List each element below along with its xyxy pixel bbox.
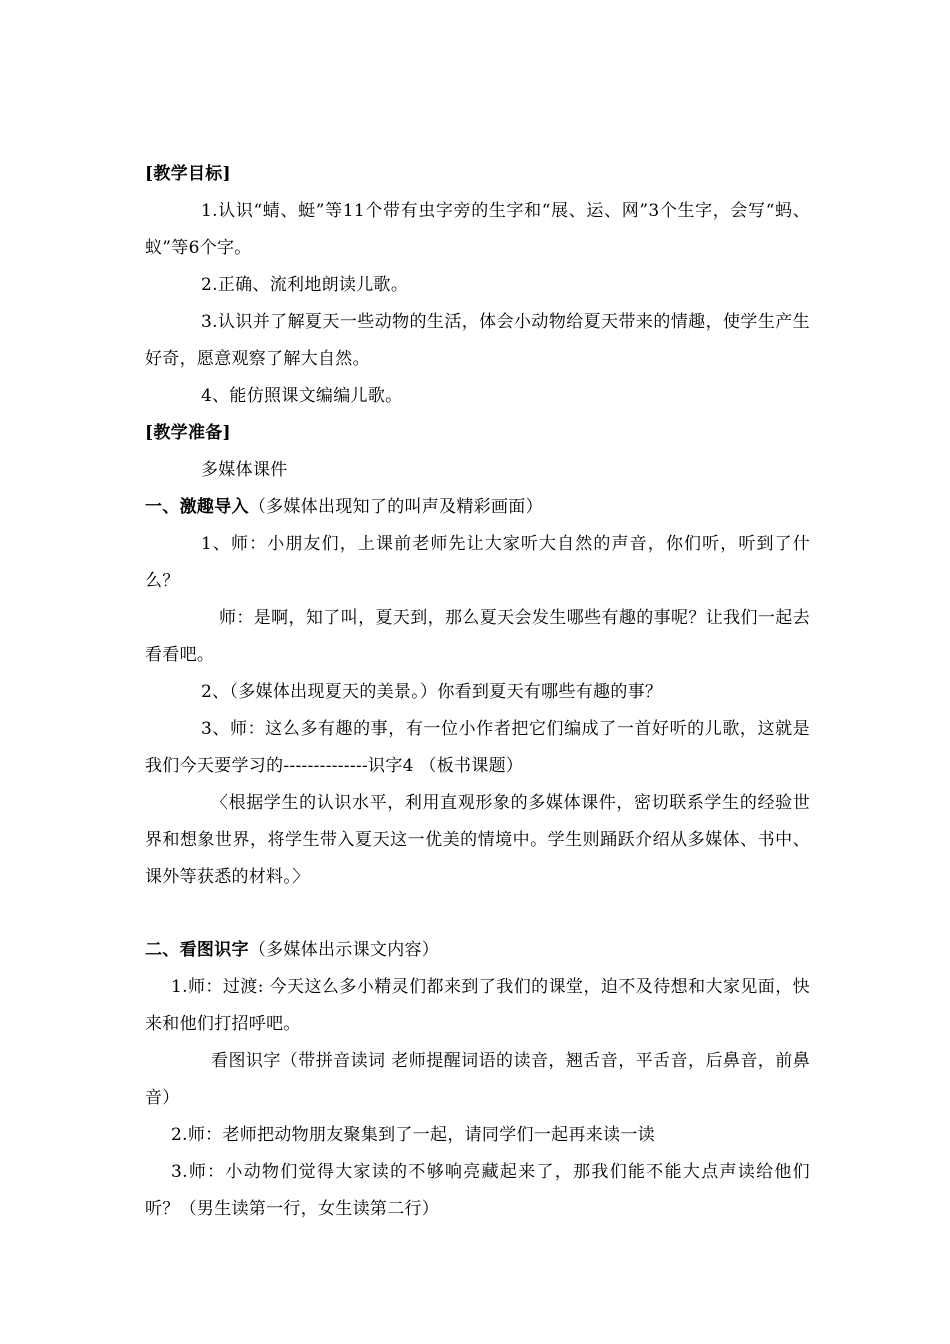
document-body: [145, 156, 810, 1228]
prep-heading: [教学准备]: [145, 423, 231, 443]
objective-4: 4、能仿照课文编编儿歌。: [201, 386, 403, 406]
part1-paragraph-4: 3、师：这么多有趣的事，有一位小作者把它们编成了一首好听的儿歌，这就是我们今天要学习的--------------识字4 （板书课题）: [145, 719, 810, 776]
objective-1: 1.认识“蜻、蜓”等11个带有虫字旁的生字和“展、运、网”3个生字，会写“蚂、蚁”等6个字。: [145, 201, 810, 258]
part2-heading: [145, 932, 810, 969]
objective-3: 3.认识并了解夏天一些动物的生活，体会小动物给夏天带来的情趣，使学生产生好奇，愿意观察了解大自然。: [145, 312, 810, 369]
section-spacer: [145, 896, 810, 932]
part2-paragraph-4: 3.师：小动物们觉得大家读的不够响亮藏起来了，那我们能不能大点声读给他们听？（男生读第一行，女生读第二行）: [145, 1162, 810, 1219]
part1-paragraph-1: 1、师：小朋友们，上课前老师先让大家听大自然的声音，你们听，听到了什么？: [145, 534, 810, 591]
part2-note: （多媒体出示课文内容）: [248, 940, 440, 960]
part2-paragraph-1: 1.师：过渡: 今天这么多小精灵们都来到了我们的课堂，迫不及待想和大家见面，快来和他们打招呼吧。: [145, 977, 810, 1034]
part1-paragraph-3: 2、（多媒体出现夏天的美景。）你看到夏天有哪些有趣的事？: [201, 682, 663, 702]
part1-note: （多媒体出现知了的叫声及精彩画面）: [248, 497, 543, 517]
part1-paragraph-5: 〈根据学生的认识水平，利用直观形象的多媒体课件，密切联系学生的经验世界和想象世界，将学生带入夏天这一优美的情境中。学生则踊跃介绍从多媒体、书中、课外等获悉的材料。〉: [145, 793, 810, 887]
objectives-heading: [教学目标]: [145, 164, 231, 184]
part1-title: 一、激趣导入: [145, 497, 249, 517]
part2-paragraph-3: 2.师：老师把动物朋友聚集到了一起，请同学们一起再来读一读: [171, 1125, 655, 1145]
objective-2: 2.正确、流利地朗读儿歌。: [201, 275, 409, 295]
prep-item: 多媒体课件: [201, 460, 288, 480]
part1-paragraph-2: 师：是啊，知了叫，夏天到，那么夏天会发生哪些有趣的事呢？让我们一起去看看吧。: [145, 608, 810, 665]
part1-heading: [145, 489, 810, 526]
part2-paragraph-2: 看图识字（带拼音读词 老师提醒词语的读音，翘舌音，平舌音，后鼻音，前鼻音）: [145, 1051, 810, 1108]
part2-title: 二、看图识字: [145, 940, 249, 960]
